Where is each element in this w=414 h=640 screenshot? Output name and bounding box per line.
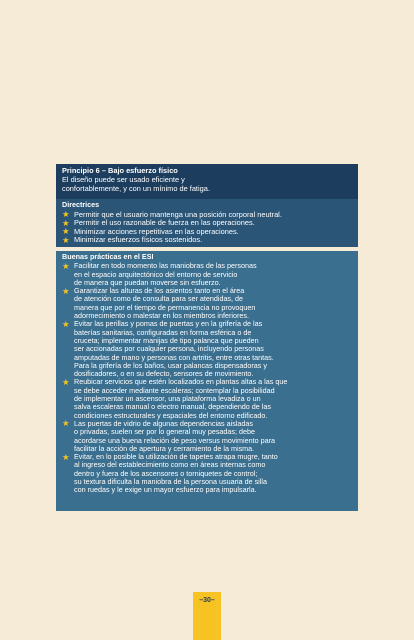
principle-description-line: confortablemente, y con un mínimo de fatiga.	[62, 184, 210, 193]
practice-line: cruceta; implementar manijas de tipo palanca que pueden	[74, 335, 259, 345]
star-icon: ★	[62, 209, 70, 220]
practices-box	[56, 251, 358, 511]
practice-line: al ingreso del establecimiento como en áreas internas como	[74, 460, 266, 470]
star-icon: ★	[62, 226, 70, 237]
practice-line: o privadas, suelen ser por lo general muy pesadas; debe	[74, 427, 255, 437]
practice-line: de manera que puedan moverse sin esfuerzo.	[74, 277, 221, 287]
list-item	[62, 453, 352, 494]
star-icon: ★	[62, 418, 70, 429]
practice-line: Facilitar en todo momento las maniobras de las personas	[74, 261, 257, 271]
star-icon: ★	[62, 234, 70, 245]
star-icon: ★	[62, 318, 70, 329]
practice-line: acordarse una buena relación de peso versus movimiento para	[74, 435, 275, 445]
practices-heading: Buenas prácticas en el ESI	[62, 252, 154, 261]
practice-line: Las puertas de vidrio de algunas dependencias aisladas	[74, 418, 254, 428]
star-icon: ★	[62, 217, 70, 228]
practice-line: dentro y fuera de los ascensores o torniquetes de control;	[74, 468, 258, 478]
star-icon: ★	[62, 260, 70, 271]
star-icon: ★	[62, 285, 70, 296]
practice-line: baterías sanitarias, configuradas en forma esférica o de	[74, 327, 252, 337]
practice-line: salva escaleras manual o electro manual, dependiendo de las	[74, 402, 271, 412]
practice-line: dosificadores, o en su defecto, sensores de movimiento.	[74, 369, 254, 379]
directives-box	[56, 199, 358, 247]
directive-text: Minimizar acciones repetitivas en las operaciones.	[74, 226, 239, 236]
practice-line: Para la grifería de los baños, usar palancas dispensadoras y	[74, 360, 267, 370]
principle-title: Principio 6 – Bajo esfuerzo físico	[62, 166, 178, 175]
practice-line: Evitar, en lo posible la utilización de tapetes atrapa mugre, tanto	[74, 452, 278, 462]
list-item	[62, 420, 352, 453]
directive-text: Permitir que el usuario mantenga una posición corporal neutral.	[74, 209, 282, 219]
practice-line: de implementar un ascensor, una plataforma levadiza o un	[74, 394, 261, 404]
directive-text: Permitir el uso razonable de fuerza en las operaciones.	[74, 218, 255, 228]
practice-line: manera que por el tiempo de permanencia no provoquen	[74, 302, 256, 312]
principle-description-line: El diseño puede ser usado eficiente y	[62, 175, 185, 184]
directive-text: Minimizar esfuerzos físicos sostenidos.	[74, 235, 203, 245]
practice-line: condiciones estructurales y espaciales del entorno edificado.	[74, 410, 268, 420]
practice-line: se debe acceder mediante escaleras; contemplar la posibilidad	[74, 385, 275, 395]
practice-line: de atención como de consulta para ser atendidas, de	[74, 294, 244, 304]
list-item	[62, 320, 352, 378]
directives-list	[62, 211, 352, 245]
principle-box	[56, 164, 358, 199]
practices-list	[62, 262, 352, 494]
practice-line: con ruedas y le exige un mayor esfuerzo para impulsarla.	[74, 485, 257, 495]
practice-line: ser accionadas por cualquier persona, incluyendo personas	[74, 344, 264, 354]
practice-line: Evitar las perillas y pomas de puertas y en la grifería de las	[74, 319, 263, 329]
practice-line: amputadas de mano y personas con artritis, entre otras tantas.	[74, 352, 274, 362]
list-item	[62, 287, 352, 320]
practice-line: facilitar la acción de apertura y cerramiento de la misma.	[74, 443, 255, 453]
list-item	[62, 262, 352, 287]
practice-line: Reubicar servicios que estén localizados en plantas altas a las que	[74, 377, 288, 387]
practice-line: en el espacio arquitectónico del entorno de servicio	[74, 269, 238, 279]
directives-heading: Directrices	[62, 200, 100, 209]
practice-line: Garantizar las alturas de los asientos tanto en el área	[74, 286, 245, 296]
star-icon: ★	[62, 451, 70, 462]
page-number: –30–	[199, 597, 215, 604]
list-item	[62, 236, 352, 245]
practice-line: adormecimiento o malestar en los miembros inferiores.	[74, 311, 249, 321]
list-item	[62, 378, 352, 419]
star-icon: ★	[62, 376, 70, 387]
practice-line: su textura dificulta la maniobra de la persona usuaria de silla	[74, 477, 267, 487]
